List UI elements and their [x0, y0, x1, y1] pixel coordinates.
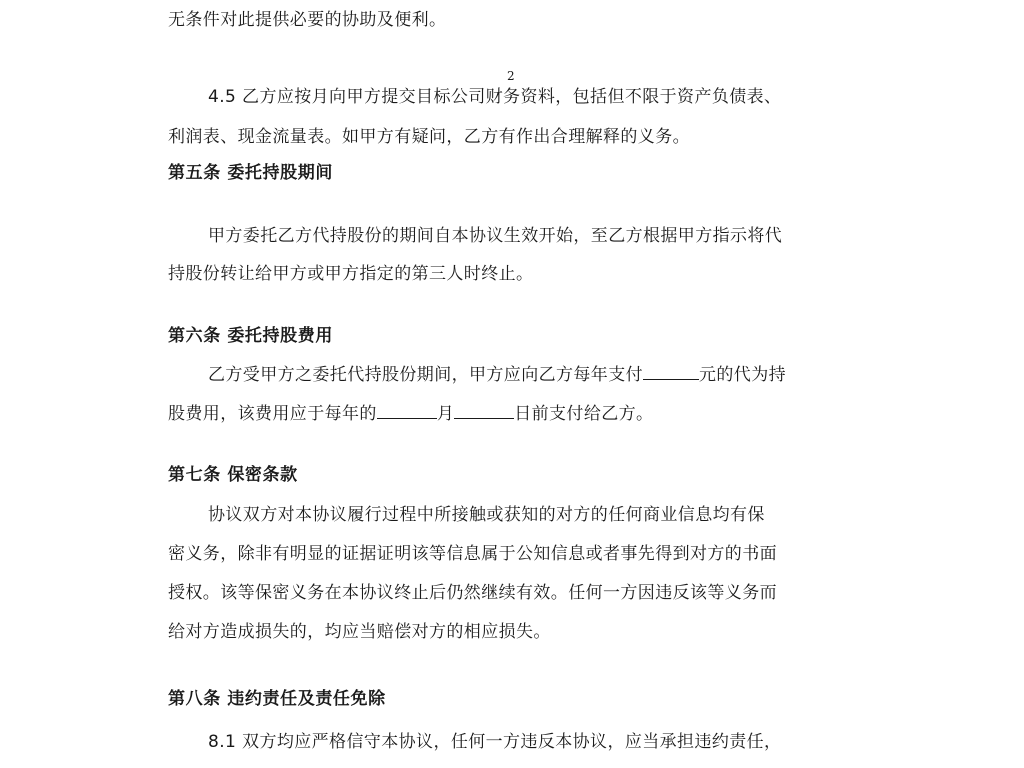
article-8-line-1: 8.1 双方均应严格信守本协议，任何一方违反本协议，应当承担违约责任， [208, 732, 782, 752]
article-6-line-1 [208, 364, 786, 386]
payment-day-blank [454, 404, 514, 419]
article-7-line-2: 密义务，除非有明显的证据证明该等信息属于公知信息或者事先得到对方的书面 [168, 544, 777, 564]
payment-month-blank [377, 404, 437, 419]
article-6-line-2-text-c: 日前支付给乙方。 [514, 404, 654, 424]
article-7-line-1: 协议双方对本协议履行过程中所接触或获知的对方的任何商业信息均有保 [208, 505, 765, 525]
article-7-heading: 第七条 保密条款 [168, 465, 298, 485]
article-7-line-3: 授权。该等保密义务在本协议终止后仍然继续有效。任何一方因违反该等义务而 [168, 583, 777, 603]
article-7-line-4: 给对方造成损失的，均应当赔偿对方的相应损失。 [168, 622, 551, 642]
paragraph-line-top-fragment: 无条件对此提供必要的协助及便利。 [168, 10, 447, 30]
article-8-heading: 第八条 违约责任及责任免除 [168, 689, 386, 709]
article-6-heading: 第六条 委托持股费用 [168, 326, 333, 346]
article-6-line-1-text-b: 元的代为持 [699, 365, 786, 385]
article-5-line-1: 甲方委托乙方代持股份的期间自本协议生效开始，至乙方根据甲方指示将代 [208, 226, 783, 246]
article-6-line-2 [168, 403, 653, 425]
page-number: 2 [507, 69, 515, 83]
clause-4-5-line-2: 利润表、现金流量表。如甲方有疑问，乙方有作出合理解释的义务。 [168, 127, 690, 147]
article-6-line-1-text-a: 乙方受甲方之委托代持股份期间，甲方应向乙方每年支付 [208, 365, 643, 385]
article-5-heading: 第五条 委托持股期间 [168, 163, 333, 183]
article-6-line-2-text-a: 股费用，该费用应于每年的 [168, 404, 377, 424]
article-6-line-2-text-b: 月 [436, 404, 455, 424]
clause-4-5-line-1: 4.5 乙方应按月向甲方提交目标公司财务资料，包括但不限于资产负债表、 [208, 87, 782, 107]
fee-amount-blank [643, 365, 699, 380]
article-5-line-2: 持股份转让给甲方或甲方指定的第三人时终止。 [168, 264, 534, 284]
